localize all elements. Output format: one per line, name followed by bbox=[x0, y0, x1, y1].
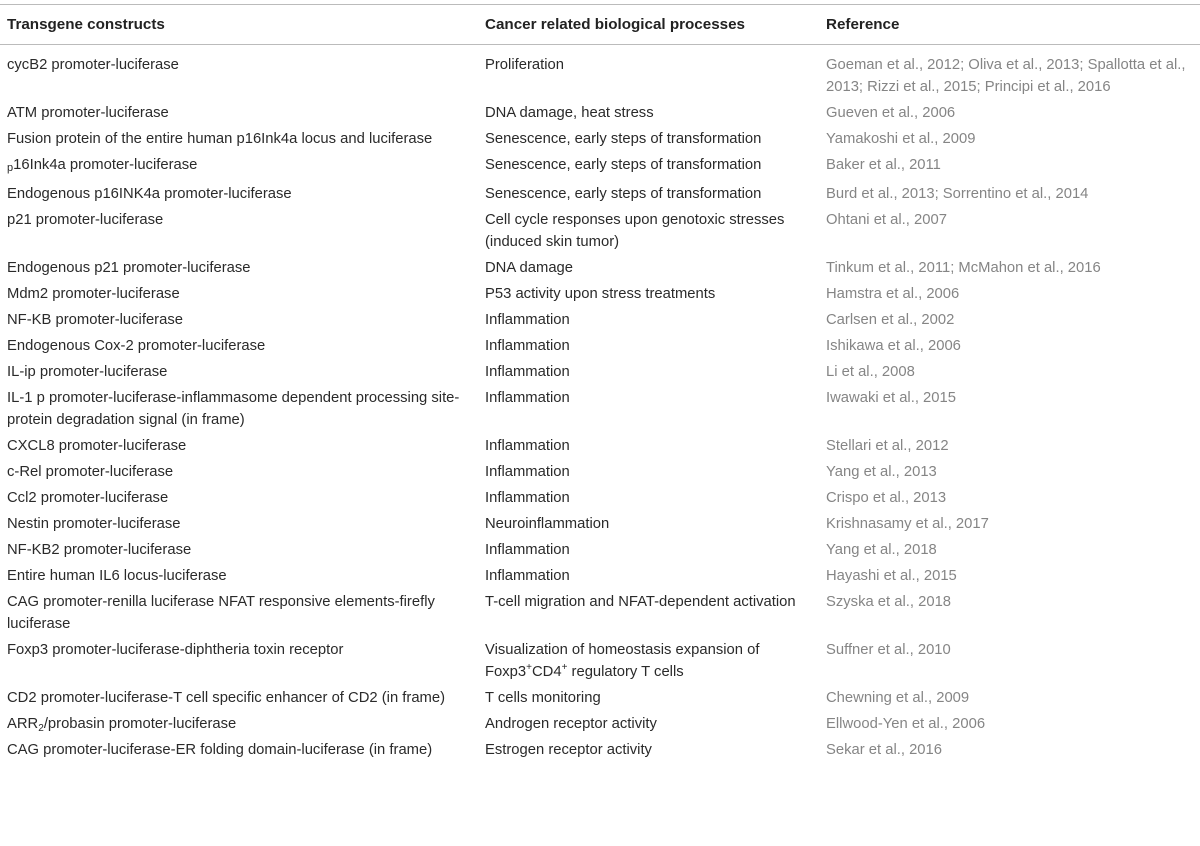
reference-cell: Li et al., 2008 bbox=[826, 364, 915, 380]
table-row bbox=[0, 385, 1200, 433]
process-text: CD4 bbox=[531, 664, 562, 680]
reference-cell: Sekar et al., 2016 bbox=[826, 742, 942, 758]
table-row bbox=[0, 685, 1200, 711]
construct-subscript: 2 bbox=[38, 723, 44, 734]
construct-cell: p21 promoter-luciferase bbox=[7, 212, 164, 228]
process-cell: Inflammation bbox=[485, 464, 570, 480]
reference-cell: Ohtani et al., 2007 bbox=[826, 212, 947, 228]
construct-cell: CXCL8 promoter-luciferase bbox=[7, 438, 187, 454]
reference-cell: Ishikawa et al., 2006 bbox=[826, 338, 961, 354]
process-cell: P53 activity upon stress treatments bbox=[485, 286, 716, 302]
process-cell: DNA damage, heat stress bbox=[485, 105, 654, 121]
construct-cell: IL-1 p promoter-luciferase-inflammasome dependent processing site-protein degradation signal (in frame) bbox=[7, 390, 460, 428]
table-row bbox=[0, 459, 1200, 485]
reference-cell: Carlsen et al., 2002 bbox=[826, 312, 955, 328]
superscript-plus: + bbox=[526, 662, 532, 673]
table-row bbox=[0, 537, 1200, 563]
reference-cell: Szyska et al., 2018 bbox=[826, 594, 952, 610]
table-row bbox=[0, 333, 1200, 359]
process-text: regulatory T cells bbox=[567, 664, 684, 680]
table-row bbox=[0, 637, 1200, 685]
construct-cell bbox=[0, 711, 478, 737]
reference-cell: Yang et al., 2018 bbox=[826, 542, 937, 558]
construct-cell: Nestin promoter-luciferase bbox=[7, 516, 181, 532]
process-cell: Inflammation bbox=[485, 338, 570, 354]
process-cell: Cell cycle responses upon genotoxic stresses (induced skin tumor) bbox=[485, 212, 785, 250]
table-row bbox=[0, 100, 1200, 126]
reference-cell: Suffner et al., 2010 bbox=[826, 642, 951, 658]
table-row bbox=[0, 152, 1200, 181]
process-cell: Inflammation bbox=[485, 364, 570, 380]
construct-cell: IL-ip promoter-luciferase bbox=[7, 364, 168, 380]
reference-cell: Goeman et al., 2012; Oliva et al., 2013; Spallotta et al., 2013; Rizzi et al., 2015; Principi et al., 2016 bbox=[826, 57, 1186, 95]
process-cell: DNA damage bbox=[485, 260, 574, 276]
construct-cell: Endogenous p16INK4a promoter-luciferase bbox=[7, 186, 292, 202]
reference-cell: Crispo et al., 2013 bbox=[826, 490, 947, 506]
construct-text: /probasin promoter-luciferase bbox=[43, 716, 237, 732]
header-reference: Reference bbox=[826, 15, 900, 33]
reference-cell: Krishnasamy et al., 2017 bbox=[826, 516, 989, 532]
construct-cell: Fusion protein of the entire human p16Ink4a locus and luciferase bbox=[7, 131, 433, 147]
process-cell bbox=[478, 637, 819, 685]
construct-cell: NF-KB2 promoter-luciferase bbox=[7, 542, 192, 558]
reference-cell: Tinkum et al., 2011; McMahon et al., 2016 bbox=[826, 260, 1101, 276]
construct-cell: Foxp3 promoter-luciferase-diphtheria toxin receptor bbox=[7, 642, 344, 658]
process-cell: Inflammation bbox=[485, 490, 570, 506]
process-cell: Inflammation bbox=[485, 438, 570, 454]
table-row bbox=[0, 563, 1200, 589]
table-row bbox=[0, 281, 1200, 307]
construct-cell: c-Rel promoter-luciferase bbox=[7, 464, 174, 480]
reference-cell: Chewning et al., 2009 bbox=[826, 690, 970, 706]
reference-cell: Baker et al., 2011 bbox=[826, 157, 941, 173]
process-cell: Inflammation bbox=[485, 542, 570, 558]
table-row bbox=[0, 737, 1200, 763]
construct-cell: Endogenous p21 promoter-luciferase bbox=[7, 260, 251, 276]
construct-text: ARR bbox=[7, 716, 39, 732]
process-cell: Inflammation bbox=[485, 312, 570, 328]
construct-text: 16Ink4a promoter-luciferase bbox=[13, 157, 198, 173]
reference-cell: Yang et al., 2013 bbox=[826, 464, 937, 480]
reference-cell: Iwawaki et al., 2015 bbox=[826, 390, 956, 406]
process-cell: Senescence, early steps of transformation bbox=[485, 157, 762, 173]
process-cell: Senescence, early steps of transformation bbox=[485, 186, 762, 202]
header-cancer-processes: Cancer related biological processes bbox=[485, 15, 745, 33]
table-row bbox=[0, 207, 1200, 255]
reference-cell: Gueven et al., 2006 bbox=[826, 105, 956, 121]
process-cell: Neuroinflammation bbox=[485, 516, 610, 532]
transgene-table bbox=[0, 5, 1200, 763]
reference-cell: Burd et al., 2013; Sorrentino et al., 2014 bbox=[826, 186, 1089, 202]
table-row bbox=[0, 126, 1200, 152]
construct-cell bbox=[0, 152, 478, 181]
construct-cell: CAG promoter-luciferase-ER folding domain-luciferase (in frame) bbox=[7, 742, 433, 758]
reference-cell: Yamakoshi et al., 2009 bbox=[826, 131, 976, 147]
construct-cell: NF-KB promoter-luciferase bbox=[7, 312, 183, 328]
table-row bbox=[0, 44, 1200, 100]
table-row bbox=[0, 359, 1200, 385]
construct-cell: Ccl2 promoter-luciferase bbox=[7, 490, 169, 506]
process-cell: Estrogen receptor activity bbox=[485, 742, 652, 758]
construct-cell: CAG promoter-renilla luciferase NFAT responsive elements-firefly luciferase bbox=[7, 594, 435, 632]
reference-cell: Hayashi et al., 2015 bbox=[826, 568, 957, 584]
process-cell: Senescence, early steps of transformation bbox=[485, 131, 762, 147]
construct-cell: CD2 promoter-luciferase-T cell specific enhancer of CD2 (in frame) bbox=[7, 690, 446, 706]
process-cell: T cells monitoring bbox=[485, 690, 601, 706]
process-cell: Inflammation bbox=[485, 568, 570, 584]
reference-cell: Ellwood-Yen et al., 2006 bbox=[826, 716, 986, 732]
reference-cell: Hamstra et al., 2006 bbox=[826, 286, 960, 302]
table-row bbox=[0, 307, 1200, 333]
header-transgene-constructs: Transgene constructs bbox=[7, 15, 165, 33]
construct-cell: Endogenous Cox-2 promoter-luciferase bbox=[7, 338, 266, 354]
process-cell: Androgen receptor activity bbox=[485, 716, 657, 732]
construct-cell: ATM promoter-luciferase bbox=[7, 105, 169, 121]
construct-cell: Mdm2 promoter-luciferase bbox=[7, 286, 180, 302]
process-text: Visualization of homeostasis expansion of Foxp3 bbox=[485, 642, 760, 680]
table-row bbox=[0, 181, 1200, 207]
process-cell: Inflammation bbox=[485, 390, 570, 406]
construct-cell: cycB2 promoter-luciferase bbox=[7, 57, 179, 73]
construct-prefix: p bbox=[7, 162, 14, 174]
reference-cell: Stellari et al., 2012 bbox=[826, 438, 949, 454]
table-row bbox=[0, 485, 1200, 511]
table-row bbox=[0, 511, 1200, 537]
table-row bbox=[0, 589, 1200, 637]
construct-cell: Entire human IL6 locus-luciferase bbox=[7, 568, 227, 584]
process-cell: Proliferation bbox=[485, 57, 564, 73]
table-header-row bbox=[0, 5, 1200, 44]
table-row bbox=[0, 255, 1200, 281]
process-cell: T-cell migration and NFAT-dependent activation bbox=[485, 594, 796, 610]
table-row bbox=[0, 433, 1200, 459]
table-row bbox=[0, 711, 1200, 737]
superscript-plus: + bbox=[561, 662, 568, 673]
